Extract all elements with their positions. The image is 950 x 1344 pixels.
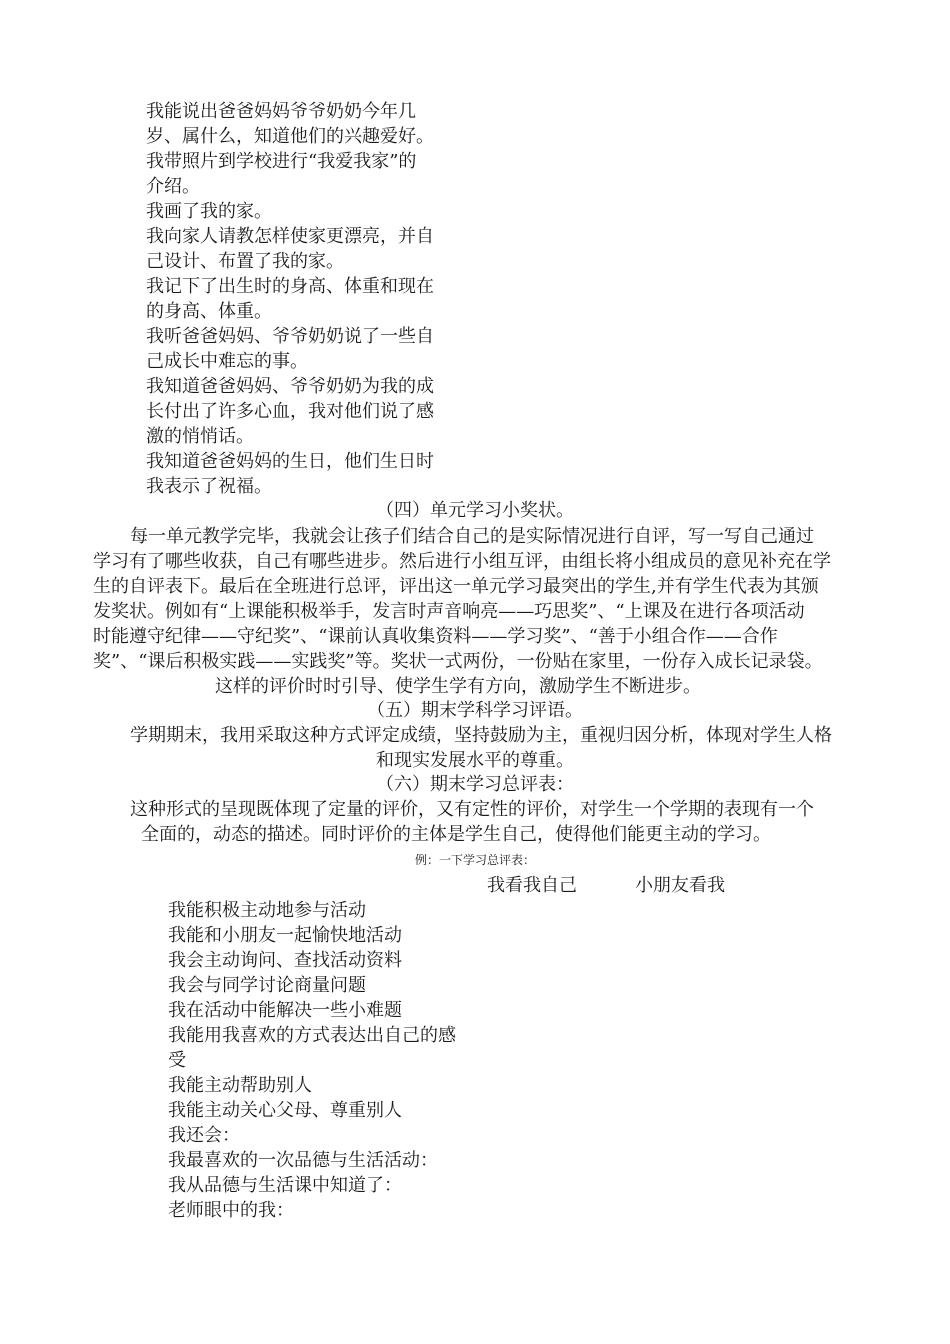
checklist-item: 我听爸爸妈妈、爷爷奶奶说了一些自 <box>146 326 434 347</box>
section-heading: （四）单元学习小奖状。 <box>376 500 574 521</box>
checklist-item: 我带照片到学校进行“我爱我家”的 <box>146 151 417 172</box>
paragraph-line: 发奖状。例如有“上课能积极举手，发言时声音响亮——巧思奖”、“上课及在进行各项活动 <box>93 601 805 622</box>
checklist-item: 我向家人请教怎样使家更漂亮，并自 <box>146 226 434 247</box>
paragraph-line: 学期期末，我用采取这种方式评定成绩，坚持鼓励为主，重视归因分析，体现对学生人格 <box>130 725 832 746</box>
paragraph-line: 这样的评价时时引导、使学生学有方向，激励学生不断进步。 <box>215 676 701 697</box>
checklist-item: 长付出了许多心血，我对他们说了感 <box>146 401 434 422</box>
checklist-item: 我会主动询问、查找活动资料 <box>168 950 402 971</box>
paragraph-line: 和现实发展水平的尊重。 <box>376 750 574 771</box>
paragraph-line: 生的自评表下。最后在全班进行总评，评出这一单元学习最突出的学生,并有学生代表为其颁 <box>93 576 819 597</box>
checklist-item: 我知道爸爸妈妈的生日，他们生日时 <box>146 451 434 472</box>
checklist-item: 我画了我的家。 <box>146 201 272 222</box>
checklist-item: 我能主动关心父母、尊重别人 <box>168 1100 402 1121</box>
checklist-item: 我能用我喜欢的方式表达出自己的感 <box>168 1025 456 1046</box>
example-caption: 例：一下学习总评表： <box>414 853 535 867</box>
checklist-item: 我知道爸爸妈妈、爷爷奶奶为我的成 <box>146 376 434 397</box>
section-heading: （六）期末学习总评表： <box>376 774 574 795</box>
paragraph-line: 时能遵守纪律——守纪奖”、“课前认真收集资料——学习奖”、“善于小组合作——合作 <box>93 626 778 647</box>
checklist-item: 介绍。 <box>146 176 200 197</box>
checklist-item: 老师眼中的我： <box>168 1200 294 1221</box>
checklist-item: 我能积极主动地参与活动 <box>168 900 366 921</box>
checklist-item: 受 <box>168 1050 186 1071</box>
checklist-item: 我能和小朋友一起愉快地活动 <box>168 925 402 946</box>
checklist-item: 我能主动帮助别人 <box>168 1075 312 1096</box>
checklist-item: 的身高、体重。 <box>146 301 272 322</box>
checklist-item: 我最喜欢的一次品德与生活活动： <box>168 1150 438 1171</box>
checklist-item: 我记下了出生时的身高、体重和现在 <box>146 276 434 297</box>
checklist-item: 我从品德与生活课中知道了： <box>168 1175 402 1196</box>
column-header-peer: 小朋友看我 <box>635 875 725 896</box>
paragraph-line: 这种形式的呈现既体现了定量的评价，又有定性的评价，对学生一个学期的表现有一个 <box>130 799 814 820</box>
paragraph-line: 奖”、“课后积极实践——实践奖”等。奖状一式两份，一份贴在家里，一份存入成长记录袋。 <box>93 651 823 672</box>
checklist-item: 己成长中难忘的事。 <box>146 351 308 372</box>
checklist-item: 我在活动中能解决一些小难题 <box>168 1000 402 1021</box>
section-heading: （五）期末学科学习评语。 <box>367 700 583 721</box>
paragraph-line: 每一单元教学完毕，我就会让孩子们结合自己的是实际情况进行自评，写一写自己通过 <box>130 526 814 547</box>
checklist-item: 激的悄悄话。 <box>146 426 254 447</box>
checklist-item: 我还会： <box>168 1125 240 1146</box>
checklist-item: 我能说出爸爸妈妈爷爷奶奶今年几 <box>146 101 416 122</box>
paragraph-line: 学习有了哪些收获，自己有哪些进步。然后进行小组互评，由组长将小组成员的意见补充在学 <box>93 551 831 572</box>
column-header-self: 我看我自己 <box>487 875 577 896</box>
checklist-item: 己设计、布置了我的家。 <box>146 251 344 272</box>
checklist-item: 我表示了祝福。 <box>146 476 272 497</box>
paragraph-line: 全面的，动态的描述。同时评价的主体是学生自己，使得他们能更主动的学习。 <box>141 824 771 845</box>
checklist-item: 岁、属什么，知道他们的兴趣爱好。 <box>146 126 434 147</box>
checklist-item: 我会与同学讨论商量问题 <box>168 975 366 996</box>
